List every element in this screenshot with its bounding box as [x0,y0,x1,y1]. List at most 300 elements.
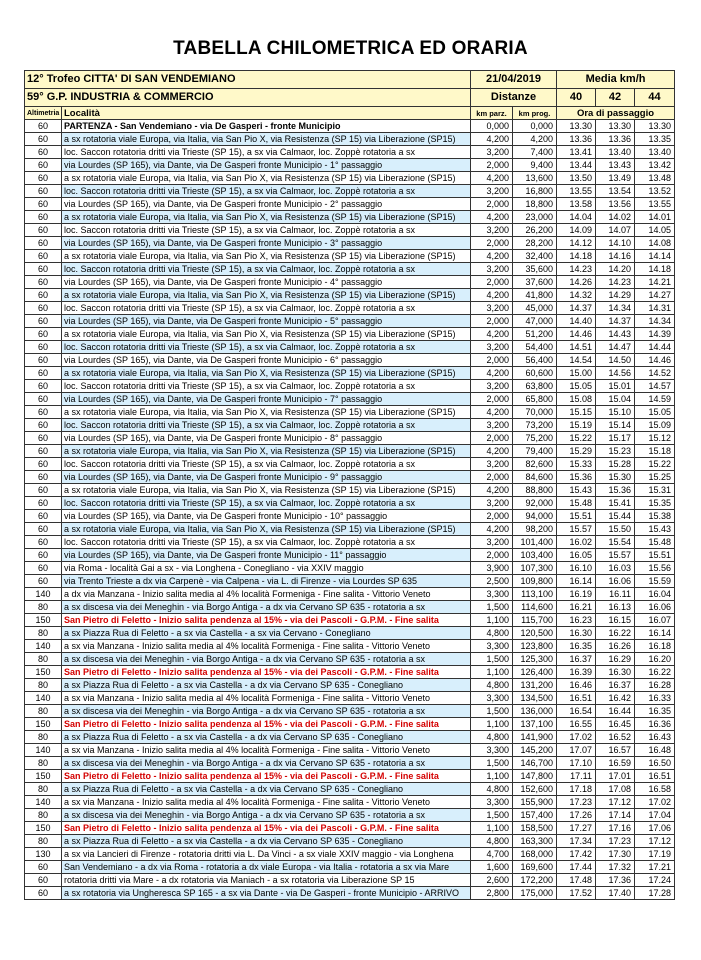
km-prog-cell: 45,000 [513,302,557,315]
localita-cell: San Pietro di Feletto - Inizio salita pendenza al 15% - via dei Pascoli - G.P.M. - Fine salita [62,822,471,835]
km-parz-cell: 4,800 [471,679,513,692]
localita-cell: San Pietro di Feletto - Inizio salita pendenza al 15% - via dei Pascoli - G.P.M. - Fine salita [62,718,471,731]
table-row [25,393,675,406]
altimetria-cell: 80 [25,731,62,744]
time-40-cell: 16.21 [557,601,596,614]
time-40-cell: 16.55 [557,718,596,731]
km-parz-cell: 3,200 [471,263,513,276]
header-row-2 [25,89,675,107]
time-40-cell: 17.27 [557,822,596,835]
time-44-cell: 14.01 [635,211,675,224]
table-row [25,224,675,237]
time-40-cell: 15.29 [557,445,596,458]
table-row [25,692,675,705]
time-44-cell: 15.31 [635,484,675,497]
time-40-cell: 14.04 [557,211,596,224]
localita-cell: via Lourdes (SP 165), via Dante, via De Gasperi fronte Municipio - 2° passaggio [62,198,471,211]
localita-cell: a sx Piazza Rua di Feletto - a sx via Castella - a dx via Cervano SP 635 - Conegliano [62,783,471,796]
localita-cell: via Lourdes (SP 165), via Dante, via De Gasperi fronte Municipio - 8° passaggio [62,432,471,445]
km-parz-cell: 1,500 [471,601,513,614]
km-parz-cell: 1,100 [471,666,513,679]
table-row [25,471,675,484]
km-prog-cell: 94,000 [513,510,557,523]
table-row [25,354,675,367]
km-prog-cell: 9,400 [513,159,557,172]
localita-cell: a sx via Manzana - Inizio salita media al 4% località Formeniga - Fine salita - Vittorio Veneto [62,744,471,757]
km-prog-cell: 141,900 [513,731,557,744]
localita-cell: via Lourdes (SP 165), via Dante, via De Gasperi fronte Municipio - 6° passaggio [62,354,471,367]
time-40-cell: 16.46 [557,679,596,692]
altimetria-cell: 60 [25,328,62,341]
localita-cell: a sx discesa via dei Meneghin - via Borgo Antiga - a dx via Cervano SP 635 - rotatoria a sx [62,601,471,614]
time-40-cell: 15.57 [557,523,596,536]
km-parz-cell: 4,200 [471,211,513,224]
altimetria-cell: 60 [25,289,62,302]
time-44-cell: 14.05 [635,224,675,237]
time-42-cell: 16.44 [596,705,635,718]
km-prog-cell: 84,600 [513,471,557,484]
km-prog-cell: 107,300 [513,562,557,575]
km-prog-cell: 101,400 [513,536,557,549]
km-prog-cell: 56,400 [513,354,557,367]
km-parz-cell: 2,000 [471,510,513,523]
time-44-cell: 14.27 [635,289,675,302]
time-44-cell: 16.14 [635,627,675,640]
km-prog-cell: 0,000 [513,120,557,133]
time-44-cell: 15.25 [635,471,675,484]
altimetria-cell: 60 [25,146,62,159]
km-parz-cell: 4,800 [471,731,513,744]
time-42-cell: 16.59 [596,757,635,770]
km-parz-cell: 3,200 [471,185,513,198]
time-44-cell: 16.48 [635,744,675,757]
table-row [25,601,675,614]
altimetria-cell: 60 [25,250,62,263]
time-44-cell: 15.09 [635,419,675,432]
table-row [25,679,675,692]
km-parz-cell: 2,000 [471,432,513,445]
col-ora: Ora di passaggio [557,107,675,120]
time-42-cell: 14.20 [596,263,635,276]
altimetria-cell: 60 [25,419,62,432]
altimetria-cell: 60 [25,380,62,393]
time-42-cell: 14.37 [596,315,635,328]
localita-cell: loc. Saccon rotatoria dritti via Trieste (SP 15), a sx via Calmaor, loc. Zoppè rotatoria a sx [62,458,471,471]
time-42-cell: 15.30 [596,471,635,484]
localita-cell: a sx Piazza Rua di Feletto - a sx via Castella - a sx via Cervano - Conegliano [62,627,471,640]
localita-cell: a sx Piazza Rua di Feletto - a sx via Castella - a dx via Cervano SP 635 - Conegliano [62,835,471,848]
time-44-cell: 15.43 [635,523,675,536]
time-40-cell: 14.23 [557,263,596,276]
media-header: Media km/h [557,71,675,89]
km-parz-cell: 3,300 [471,796,513,809]
table-row [25,614,675,627]
localita-cell: a sx discesa via dei Meneghin - via Borgo Antiga - a dx via Cervano SP 635 - rotatoria a sx [62,757,471,770]
km-parz-cell: 2,500 [471,575,513,588]
km-prog-cell: 70,000 [513,406,557,419]
localita-cell: a sx rotatoria viale Europa, via Italia, via San Pio X, via Resistenza (SP 15) via Liberazione (SP15) [62,133,471,146]
km-parz-cell: 4,800 [471,835,513,848]
altimetria-cell: 60 [25,575,62,588]
km-parz-cell: 3,200 [471,146,513,159]
km-prog-cell: 109,800 [513,575,557,588]
time-44-cell: 13.40 [635,146,675,159]
km-prog-cell: 16,800 [513,185,557,198]
time-44-cell: 16.43 [635,731,675,744]
time-42-cell: 15.17 [596,432,635,445]
time-40-cell: 16.10 [557,562,596,575]
table-row [25,120,675,133]
km-parz-cell: 3,300 [471,692,513,705]
time-40-cell: 17.10 [557,757,596,770]
localita-cell: via Lourdes (SP 165), via Dante, via De Gasperi fronte Municipio - 4° passaggio [62,276,471,289]
altimetria-cell: 60 [25,159,62,172]
table-row [25,640,675,653]
time-42-cell: 16.45 [596,718,635,731]
table-row [25,315,675,328]
localita-cell: a sx rotatoria viale Europa, via Italia, via San Pio X, via Resistenza (SP 15) via Liberazione (SP15) [62,523,471,536]
table-row [25,367,675,380]
km-parz-cell: 3,200 [471,458,513,471]
altimetria-cell: 80 [25,627,62,640]
time-44-cell: 14.14 [635,250,675,263]
time-44-cell: 13.48 [635,172,675,185]
table-row [25,484,675,497]
localita-cell: loc. Saccon rotatoria dritti via Trieste (SP 15), a sx via Calmaor, loc. Zoppè rotatoria a sx [62,302,471,315]
km-parz-cell: 1,500 [471,809,513,822]
table-row [25,341,675,354]
table-row [25,627,675,640]
km-parz-cell: 3,200 [471,419,513,432]
time-44-cell: 14.08 [635,237,675,250]
localita-cell: a sx discesa via dei Meneghin - via Borgo Antiga - a dx via Cervano SP 635 - rotatoria a sx [62,809,471,822]
table-row [25,835,675,848]
localita-cell: a sx via Manzana - Inizio salita media al 4% località Formeniga - Fine salita - Vittorio Veneto [62,796,471,809]
table-row [25,822,675,835]
localita-cell: via Lourdes (SP 165), via Dante, via De Gasperi fronte Municipio - 9° passaggio [62,471,471,484]
localita-cell: a sx rotatoria viale Europa, via Italia, via San Pio X, via Resistenza (SP 15) via Liberazione (SP15) [62,289,471,302]
time-42-cell: 14.34 [596,302,635,315]
time-44-cell: 17.19 [635,848,675,861]
km-prog-cell: 54,400 [513,341,557,354]
time-42-cell: 15.04 [596,393,635,406]
km-prog-cell: 114,600 [513,601,557,614]
km-prog-cell: 146,700 [513,757,557,770]
km-prog-cell: 7,400 [513,146,557,159]
time-40-cell: 13.30 [557,120,596,133]
localita-cell: loc. Saccon rotatoria dritti via Trieste (SP 15), a sx via Calmaor, loc. Zoppè rotatoria a sx [62,380,471,393]
km-parz-cell: 1,100 [471,718,513,731]
time-42-cell: 17.08 [596,783,635,796]
altimetria-cell: 80 [25,679,62,692]
altimetria-cell: 60 [25,211,62,224]
time-42-cell: 16.13 [596,601,635,614]
km-parz-cell: 3,200 [471,341,513,354]
time-42-cell: 15.54 [596,536,635,549]
localita-cell: loc. Saccon rotatoria dritti via Trieste (SP 15), a sx via Calmaor, loc. Zoppè rotatoria a sx [62,146,471,159]
altimetria-cell: 150 [25,666,62,679]
localita-cell: via Lourdes (SP 165), via Dante, via De Gasperi fronte Municipio - 10° passaggio [62,510,471,523]
time-40-cell: 13.50 [557,172,596,185]
time-42-cell: 17.32 [596,861,635,874]
km-prog-cell: 92,000 [513,497,557,510]
speed-44: 44 [635,89,675,107]
altimetria-cell: 60 [25,302,62,315]
table-row [25,250,675,263]
time-40-cell: 15.36 [557,471,596,484]
time-44-cell: 16.36 [635,718,675,731]
table-row [25,770,675,783]
table-row [25,185,675,198]
distanze-header: Distanze [471,89,557,107]
time-40-cell: 13.55 [557,185,596,198]
time-42-cell: 17.12 [596,796,635,809]
km-parz-cell: 3,200 [471,497,513,510]
km-parz-cell: 3,200 [471,380,513,393]
km-prog-cell: 65,800 [513,393,557,406]
time-44-cell: 16.50 [635,757,675,770]
localita-cell: via Roma - località Gai a sx - via Longhena - Conegliano - via XXIV maggio [62,562,471,575]
km-prog-cell: 145,200 [513,744,557,757]
km-prog-cell: 134,500 [513,692,557,705]
time-40-cell: 15.15 [557,406,596,419]
time-44-cell: 14.52 [635,367,675,380]
table-row [25,159,675,172]
localita-cell: a sx rotatoria viale Europa, via Italia, via San Pio X, via Resistenza (SP 15) via Liberazione (SP15) [62,211,471,224]
km-prog-cell: 123,800 [513,640,557,653]
km-parz-cell: 2,000 [471,276,513,289]
altimetria-cell: 60 [25,172,62,185]
time-40-cell: 15.08 [557,393,596,406]
km-parz-cell: 2,000 [471,237,513,250]
km-parz-cell: 2,000 [471,393,513,406]
km-parz-cell: 2,600 [471,874,513,887]
time-42-cell: 14.23 [596,276,635,289]
localita-cell: a sx rotatoria viale Europa, via Italia, via San Pio X, via Resistenza (SP 15) via Liberazione (SP15) [62,250,471,263]
time-40-cell: 17.18 [557,783,596,796]
time-42-cell: 13.36 [596,133,635,146]
altimetria-cell: 140 [25,692,62,705]
km-parz-cell: 4,200 [471,250,513,263]
time-40-cell: 14.54 [557,354,596,367]
km-prog-cell: 4,200 [513,133,557,146]
localita-cell: a sx via Lancieri di Firenze - rotatoria dritti via L. Da Vinci - a sx viale XXIV maggio - via Longhena [62,848,471,861]
km-parz-cell: 3,200 [471,536,513,549]
km-prog-cell: 51,200 [513,328,557,341]
time-42-cell: 13.40 [596,146,635,159]
time-44-cell: 17.21 [635,861,675,874]
km-prog-cell: 75,200 [513,432,557,445]
time-44-cell: 14.31 [635,302,675,315]
km-parz-cell: 4,200 [471,523,513,536]
km-parz-cell: 2,000 [471,471,513,484]
time-42-cell: 17.23 [596,835,635,848]
time-44-cell: 16.35 [635,705,675,718]
altimetria-cell: 80 [25,783,62,796]
table-row [25,432,675,445]
localita-cell: San Pietro di Feletto - Inizio salita pendenza al 15% - via dei Pascoli - G.P.M. - Fine salita [62,666,471,679]
km-prog-cell: 28,200 [513,237,557,250]
time-42-cell: 15.10 [596,406,635,419]
table-row [25,237,675,250]
col-altimetria: Altimetria [25,107,62,120]
time-42-cell: 16.22 [596,627,635,640]
time-42-cell: 15.14 [596,419,635,432]
localita-cell: loc. Saccon rotatoria dritti via Trieste (SP 15), a sx via Calmaor, loc. Zoppè rotatoria a sx [62,224,471,237]
time-42-cell: 16.52 [596,731,635,744]
time-40-cell: 13.44 [557,159,596,172]
km-prog-cell: 73,200 [513,419,557,432]
km-parz-cell: 1,600 [471,861,513,874]
km-parz-cell: 4,200 [471,172,513,185]
localita-cell: a dx via Manzana - Inizio salita media al 4% località Formeniga - Fine salita - Vittorio Veneto [62,588,471,601]
altimetria-cell: 60 [25,237,62,250]
km-parz-cell: 4,200 [471,133,513,146]
time-42-cell: 16.11 [596,588,635,601]
table-row [25,198,675,211]
altimetria-cell: 140 [25,588,62,601]
km-parz-cell: 0,000 [471,120,513,133]
time-44-cell: 15.22 [635,458,675,471]
table-row [25,302,675,315]
altimetria-cell: 60 [25,406,62,419]
km-prog-cell: 157,400 [513,809,557,822]
altimetria-cell: 60 [25,536,62,549]
km-prog-cell: 172,200 [513,874,557,887]
altimetria-cell: 140 [25,640,62,653]
altimetria-cell: 60 [25,562,62,575]
altimetria-cell: 60 [25,497,62,510]
table-row [25,263,675,276]
time-44-cell: 15.35 [635,497,675,510]
time-44-cell: 16.20 [635,653,675,666]
table-row [25,705,675,718]
localita-cell: loc. Saccon rotatoria dritti via Trieste (SP 15), a sx via Calmaor, loc. Zoppè rotatoria a sx [62,341,471,354]
localita-cell: a sx via Manzana - Inizio salita media al 4% località Formeniga - Fine salita - Vittorio Veneto [62,692,471,705]
time-40-cell: 17.48 [557,874,596,887]
table-row [25,419,675,432]
km-prog-cell: 158,500 [513,822,557,835]
table-row [25,809,675,822]
table-row [25,172,675,185]
time-42-cell: 15.36 [596,484,635,497]
table-row [25,783,675,796]
localita-cell: via Lourdes (SP 165), via Dante, via De Gasperi fronte Municipio - 7° passaggio [62,393,471,406]
localita-cell: a sx rotatoria viale Europa, via Italia, via San Pio X, via Resistenza (SP 15) via Liberazione (SP15) [62,367,471,380]
localita-cell: PARTENZA - San Vendemiano - via De Gasperi - fronte Municipio [62,120,471,133]
time-44-cell: 14.39 [635,328,675,341]
col-localita: Località [62,107,471,120]
altimetria-cell: 140 [25,796,62,809]
table-row [25,744,675,757]
table-row [25,666,675,679]
time-42-cell: 16.06 [596,575,635,588]
altimetria-cell: 60 [25,315,62,328]
time-40-cell: 16.39 [557,666,596,679]
localita-cell: San Pietro di Feletto - Inizio salita pendenza al 15% - via dei Pascoli - G.P.M. - Fine salita [62,614,471,627]
km-parz-cell: 4,700 [471,848,513,861]
time-44-cell: 17.28 [635,887,675,900]
table-row [25,887,675,900]
table-row [25,575,675,588]
table-row [25,588,675,601]
table-row [25,653,675,666]
time-40-cell: 14.40 [557,315,596,328]
altimetria-cell: 140 [25,744,62,757]
time-40-cell: 15.00 [557,367,596,380]
table-row [25,133,675,146]
col-km-parz: km parz. [471,107,513,120]
time-42-cell: 15.50 [596,523,635,536]
localita-cell: a sx discesa via dei Meneghin - via Borgo Antiga - a dx via Cervano SP 635 - rotatoria a sx [62,653,471,666]
time-44-cell: 16.33 [635,692,675,705]
altimetria-cell: 60 [25,263,62,276]
km-parz-cell: 4,200 [471,289,513,302]
localita-cell: loc. Saccon rotatoria dritti via Trieste (SP 15), a sx via Calmaor, loc. Zoppè rotatoria a sx [62,419,471,432]
table-row [25,757,675,770]
km-parz-cell: 1,500 [471,705,513,718]
altimetria-cell: 60 [25,471,62,484]
altimetria-cell: 80 [25,705,62,718]
time-40-cell: 16.02 [557,536,596,549]
time-44-cell: 15.12 [635,432,675,445]
time-44-cell: 15.18 [635,445,675,458]
table-row [25,328,675,341]
time-44-cell: 15.51 [635,549,675,562]
time-40-cell: 17.11 [557,770,596,783]
localita-cell: San Vendemiano - a dx via Roma - rotatoria a dx viale Europa - via Italia - rotatoria a sx via Mare [62,861,471,874]
altimetria-cell: 80 [25,835,62,848]
altimetria-cell: 60 [25,432,62,445]
altimetria-cell: 60 [25,354,62,367]
km-parz-cell: 2,800 [471,887,513,900]
altimetria-cell: 80 [25,653,62,666]
time-42-cell: 14.29 [596,289,635,302]
km-parz-cell: 1,500 [471,653,513,666]
table-row [25,445,675,458]
table-row [25,523,675,536]
time-40-cell: 15.33 [557,458,596,471]
time-40-cell: 14.09 [557,224,596,237]
time-42-cell: 14.50 [596,354,635,367]
table-row [25,211,675,224]
altimetria-cell: 60 [25,367,62,380]
time-42-cell: 15.57 [596,549,635,562]
time-40-cell: 14.46 [557,328,596,341]
time-40-cell: 14.12 [557,237,596,250]
altimetria-cell: 60 [25,549,62,562]
km-parz-cell: 4,200 [471,406,513,419]
table-row [25,276,675,289]
time-42-cell: 16.30 [596,666,635,679]
table-row [25,796,675,809]
km-parz-cell: 4,200 [471,328,513,341]
localita-cell: a sx via Manzana - Inizio salita media al 4% località Formeniga - Fine salita - Vittorio Veneto [62,640,471,653]
localita-cell: via Lourdes (SP 165), via Dante, via De Gasperi fronte Municipio - 11° passaggio [62,549,471,562]
time-42-cell: 14.16 [596,250,635,263]
km-prog-cell: 131,200 [513,679,557,692]
table-row [25,510,675,523]
col-km-prog: km prog. [513,107,557,120]
altimetria-cell: 60 [25,198,62,211]
km-parz-cell: 4,800 [471,783,513,796]
time-44-cell: 14.46 [635,354,675,367]
altimetria-cell: 60 [25,393,62,406]
km-parz-cell: 1,100 [471,822,513,835]
table-row [25,406,675,419]
localita-cell: a sx rotatoria viale Europa, via Italia, via San Pio X, via Resistenza (SP 15) via Liberazione (SP15) [62,406,471,419]
localita-cell: a sx rotatoria viale Europa, via Italia, via San Pio X, via Resistenza (SP 15) via Liberazione (SP15) [62,172,471,185]
